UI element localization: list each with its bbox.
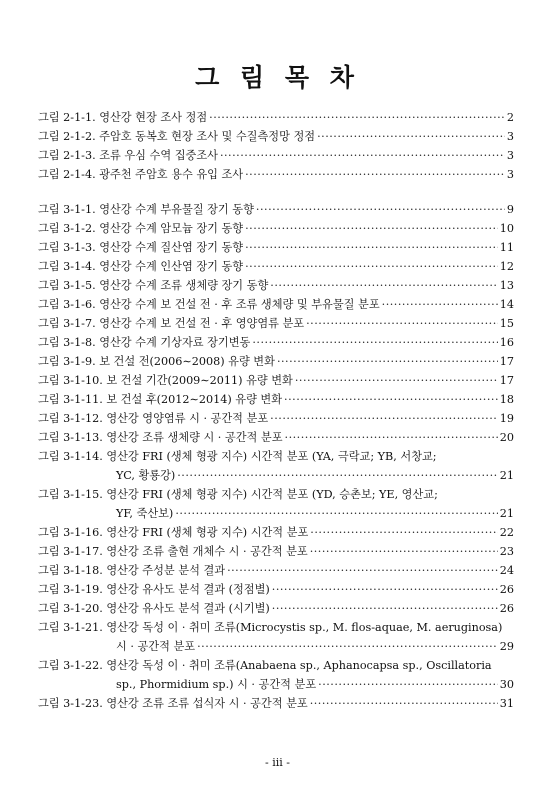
toc-entry-page: 24: [499, 564, 514, 577]
toc-entry-label: 그림 3-1-16. 영산강 FRI (생체 형광 지수) 시간적 분포: [38, 526, 309, 539]
toc-entry-label: 그림 2-1-4. 광주천 주암호 용수 유입 조사: [38, 168, 244, 181]
toc-entry-page: 30: [499, 678, 514, 691]
toc-entry-page: 19: [499, 412, 514, 425]
toc-entry[interactable]: [38, 447, 514, 485]
toc-entry-label: 그림 2-1-2. 주암호 동복호 현장 조사 및 수질측정망 정점: [38, 130, 316, 143]
page-title: 그 림 목 차: [195, 63, 360, 92]
toc-entry[interactable]: [38, 428, 514, 447]
toc-entry-page: 2: [506, 111, 514, 124]
dot-leader: [245, 165, 505, 184]
toc-entry-label: 그림 3-1-2. 영산강 수계 암모늄 장기 동향: [38, 222, 244, 235]
dot-leader: [295, 371, 498, 390]
dot-leader: [256, 200, 505, 219]
toc-entry-page: 26: [499, 602, 514, 615]
toc-entry[interactable]: [38, 580, 514, 599]
toc-entry-label: 그림 3-1-12. 영산강 영양염류 시 · 공간적 분포: [38, 412, 269, 425]
toc-entry[interactable]: [38, 146, 514, 165]
toc-entry-label: 그림 3-1-17. 영산강 조류 출현 개체수 시 · 공간적 분포: [38, 545, 308, 558]
toc-entry-label: 그림 3-1-5. 영산강 수계 조류 생체량 장기 동향: [38, 279, 269, 292]
toc-entry-page: 31: [499, 697, 514, 710]
toc-entry-page: 3: [506, 130, 514, 143]
toc-entry[interactable]: [38, 371, 514, 390]
toc-entry[interactable]: [38, 108, 514, 127]
toc-entry-label: 그림 3-1-23. 영산강 조류 조류 섭식자 시 · 공간적 분포: [38, 697, 308, 710]
toc-entry-page: 17: [499, 374, 514, 387]
toc-entry-label: 그림 3-1-9. 보 건설 전(2006∼2008) 유량 변화: [38, 355, 275, 368]
dot-leader: [317, 127, 505, 146]
toc-entry-page: 22: [499, 526, 514, 539]
toc-entry-label: 그림 3-1-11. 보 건설 후(2012∼2014) 유량 변화: [38, 393, 283, 406]
dot-leader: [245, 238, 498, 257]
toc-entry[interactable]: [38, 165, 514, 184]
dot-leader: [245, 219, 498, 238]
toc-entry[interactable]: [38, 390, 514, 409]
dot-leader: [209, 108, 505, 127]
dot-leader: [306, 314, 498, 333]
toc-entry-label: 그림 3-1-19. 영산강 유사도 분석 결과 (정점별): [38, 583, 270, 596]
dot-leader: [318, 675, 498, 694]
toc-entry-page: 10: [499, 222, 514, 235]
dot-leader: [272, 599, 498, 618]
toc-entry-label: 그림 3-1-14. 영산강 FRI (생체 형광 지수) 시간적 분포 (YA, 극락교; YB, 서창교;: [38, 450, 437, 463]
dot-leader: [252, 333, 497, 352]
page-number: - iii -: [265, 756, 290, 769]
toc-entry-continuation: YC, 황룡강): [116, 469, 176, 482]
dot-leader: [284, 390, 498, 409]
toc-entry-page: 9: [506, 203, 514, 216]
toc-entry[interactable]: [38, 314, 514, 333]
dot-leader: [177, 466, 498, 485]
toc-entry-page: 12: [499, 260, 514, 273]
toc-entry-label: 그림 3-1-18. 영산강 주성분 분석 결과: [38, 564, 226, 577]
toc-entry[interactable]: [38, 219, 514, 238]
toc-entry[interactable]: [38, 599, 514, 618]
toc-entry[interactable]: [38, 485, 514, 523]
toc-entry[interactable]: [38, 127, 514, 146]
toc-entry-label: 그림 2-1-3. 조류 우심 수역 집중조사: [38, 149, 218, 162]
dot-leader: [310, 694, 498, 713]
toc-entry-continuation: sp., Phormidium sp.) 시 · 공간적 분포: [116, 678, 317, 691]
toc-entry-label: 그림 3-1-1. 영산강 수계 부유물질 장기 동향: [38, 203, 254, 216]
toc-entry-label: 그림 2-1-1. 영산강 현장 조사 정점: [38, 111, 208, 124]
toc-entry-page: 11: [499, 241, 514, 254]
dot-leader: [382, 295, 498, 314]
toc-entry[interactable]: [38, 656, 514, 694]
toc-entry-page: 13: [499, 279, 514, 292]
toc-entry-continuation: 시 · 공간적 분포: [116, 640, 196, 653]
dot-leader: [220, 146, 505, 165]
toc-entry-page: 23: [499, 545, 514, 558]
toc-entry-page: 17: [499, 355, 514, 368]
toc-group: [38, 108, 514, 184]
toc-entry-label: 그림 3-1-7. 영산강 수계 보 건설 전 · 후 영양염류 분포: [38, 317, 305, 330]
toc-entry-label: 그림 3-1-10. 보 건설 기간(2009∼2011) 유량 변화: [38, 374, 293, 387]
dot-leader: [277, 352, 498, 371]
toc-entry[interactable]: [38, 352, 514, 371]
toc-entry[interactable]: [38, 409, 514, 428]
toc-entry-label: 그림 3-1-6. 영산강 수계 보 건설 전 · 후 조류 생체량 및 부유물질 분포: [38, 298, 380, 311]
toc-entry-page: 29: [499, 640, 514, 653]
toc-entry[interactable]: [38, 276, 514, 295]
toc-entry[interactable]: [38, 295, 514, 314]
toc-entry-label: 그림 3-1-22. 영산강 독성 이 · 취미 조류(Anabaena sp., Aphanocapsa sp., Oscillatoria: [38, 659, 492, 672]
dot-leader: [310, 542, 498, 561]
toc-entry[interactable]: [38, 257, 514, 276]
toc-entry[interactable]: [38, 200, 514, 219]
dot-leader: [285, 428, 498, 447]
toc-entry[interactable]: [38, 238, 514, 257]
toc-entry[interactable]: [38, 333, 514, 352]
dot-leader: [227, 561, 498, 580]
toc-entry-label: 그림 3-1-13. 영산강 조류 생체량 시 · 공간적 분포: [38, 431, 283, 444]
table-of-figures: [38, 108, 514, 713]
toc-entry[interactable]: [38, 542, 514, 561]
dot-leader: [197, 637, 498, 656]
toc-entry-page: 16: [499, 336, 514, 349]
dot-leader: [310, 523, 497, 542]
toc-entry-label: 그림 3-1-21. 영산강 독성 이 · 취미 조류(Microcystis sp., M. flos-aquae, M. aeruginosa): [38, 621, 503, 634]
dot-leader: [272, 580, 498, 599]
toc-entry-label: 그림 3-1-20. 영산강 유사도 분석 결과 (시기별): [38, 602, 270, 615]
toc-entry-page: 14: [499, 298, 514, 311]
toc-entry-page: 20: [499, 431, 514, 444]
toc-entry-label: 그림 3-1-4. 영산강 수계 인산염 장기 동향: [38, 260, 244, 273]
toc-entry-page: 15: [499, 317, 514, 330]
toc-entry-page: 21: [499, 507, 514, 520]
toc-entry-page: 18: [499, 393, 514, 406]
toc-entry-label: 그림 3-1-15. 영산강 FRI (생체 형광 지수) 시간적 분포 (YD, 승촌보; YE, 영산교;: [38, 488, 438, 501]
toc-entry-page: 26: [499, 583, 514, 596]
toc-entry[interactable]: [38, 618, 514, 656]
toc-entry[interactable]: [38, 561, 514, 580]
dot-leader: [270, 409, 498, 428]
toc-entry[interactable]: [38, 694, 514, 713]
dot-leader: [270, 276, 497, 295]
dot-leader: [175, 504, 497, 523]
dot-leader: [245, 257, 498, 276]
toc-entry-continuation: YF, 죽산보): [116, 507, 174, 520]
toc-entry-label: 그림 3-1-8. 영산강 수계 기상자료 장기변동: [38, 336, 251, 349]
toc-group: [38, 200, 514, 713]
toc-entry-label: 그림 3-1-3. 영산강 수계 질산염 장기 동향: [38, 241, 244, 254]
toc-entry-page: 3: [506, 149, 514, 162]
toc-entry[interactable]: [38, 523, 514, 542]
toc-entry-page: 3: [506, 168, 514, 181]
toc-entry-page: 21: [499, 469, 514, 482]
